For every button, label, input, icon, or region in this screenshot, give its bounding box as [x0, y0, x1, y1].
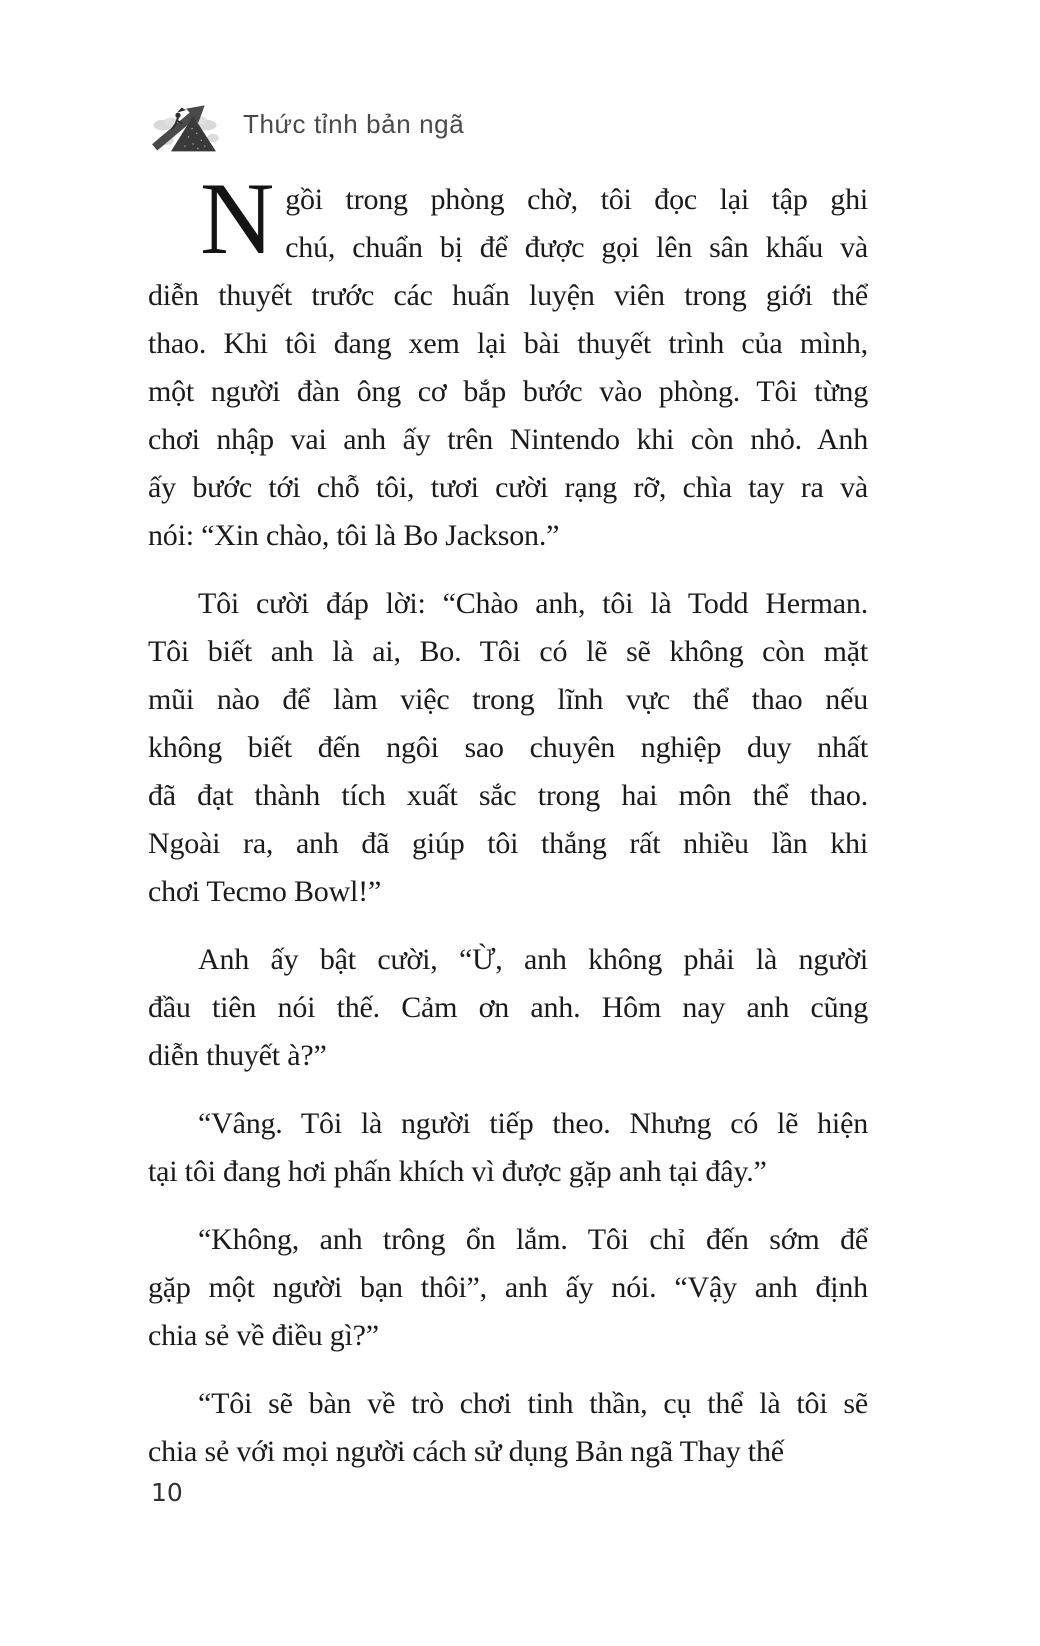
drop-cap: N — [200, 162, 275, 276]
text-line: “Tôi sẽ bàn về trò chơi tinh thần, cụ thể là tôi sẽ — [198, 1387, 868, 1420]
paragraph — [148, 1100, 868, 1196]
text-line: không biết đến ngôi sao chuyên nghiệp duy nhất — [148, 731, 868, 764]
text-line: diễn thuyết trước các huấn luyện viên trong giới thể — [148, 279, 868, 312]
text-line: diễn thuyết à?” — [148, 1039, 327, 1072]
text-line: ấy bước tới chỗ tôi, tươi cười rạng rỡ, chìa tay ra và — [148, 471, 868, 504]
text-line: Ngoài ra, anh đã giúp tôi thắng rất nhiều lần khi — [148, 827, 868, 860]
paragraph — [148, 580, 868, 916]
text-line: Tôi biết anh là ai, Bo. Tôi có lẽ sẽ không còn mặt — [148, 635, 868, 668]
text-line: gặp một người bạn thôi”, anh ấy nói. “Vậy anh định — [148, 1271, 868, 1304]
text-line: đã đạt thành tích xuất sắc trong hai môn thể thao. — [148, 779, 868, 812]
text-line: tại tôi đang hơi phấn khích vì được gặp anh tại đây.” — [148, 1155, 767, 1188]
text-line: một người đàn ông cơ bắp bước vào phòng. Tôi từng — [148, 375, 868, 408]
text-line: “Vâng. Tôi là người tiếp theo. Nhưng có lẽ hiện — [198, 1107, 868, 1140]
text-line: chơi nhập vai anh ấy trên Nintendo khi còn nhỏ. Anh — [148, 423, 868, 456]
page-number: 10 — [151, 1478, 183, 1507]
text-line: gồi trong phòng chờ, tôi đọc lại tập ghi — [285, 183, 868, 216]
text-line: thao. Khi tôi đang xem lại bài thuyết trình của mình, — [148, 327, 868, 360]
page-footer — [151, 1478, 183, 1508]
paragraph — [148, 162, 868, 560]
mountain-climb-logo-icon — [150, 94, 220, 154]
text-line: nói: “Xin chào, tôi là Bo Jackson.” — [148, 519, 560, 552]
text-line: chơi Tecmo Bowl!” — [148, 875, 382, 908]
text-line: mũi nào để làm việc trong lĩnh vực thể thao nếu — [148, 683, 868, 716]
running-header-title: Thức tỉnh bản ngã — [243, 108, 465, 139]
text-line: đầu tiên nói thế. Cảm ơn anh. Hôm nay anh cũng — [148, 991, 868, 1024]
text-line: chia sẻ về điều gì?” — [148, 1319, 379, 1352]
text-line: chú, chuẩn bị để được gọi lên sân khấu và — [285, 231, 868, 264]
text-line: chia sẻ với mọi người cách sử dụng Bản ngã Thay thế — [148, 1435, 784, 1468]
page-body — [148, 162, 868, 1496]
paragraph — [148, 1380, 868, 1476]
text-line: “Không, anh trông ổn lắm. Tôi chỉ đến sớm để — [198, 1223, 868, 1256]
text-line: Anh ấy bật cười, “Ừ, anh không phải là người — [198, 943, 868, 976]
text-line: Tôi cười đáp lời: “Chào anh, tôi là Todd Herman. — [198, 587, 868, 620]
paragraph — [148, 1216, 868, 1360]
running-header — [150, 94, 464, 154]
paragraph — [148, 936, 868, 1080]
